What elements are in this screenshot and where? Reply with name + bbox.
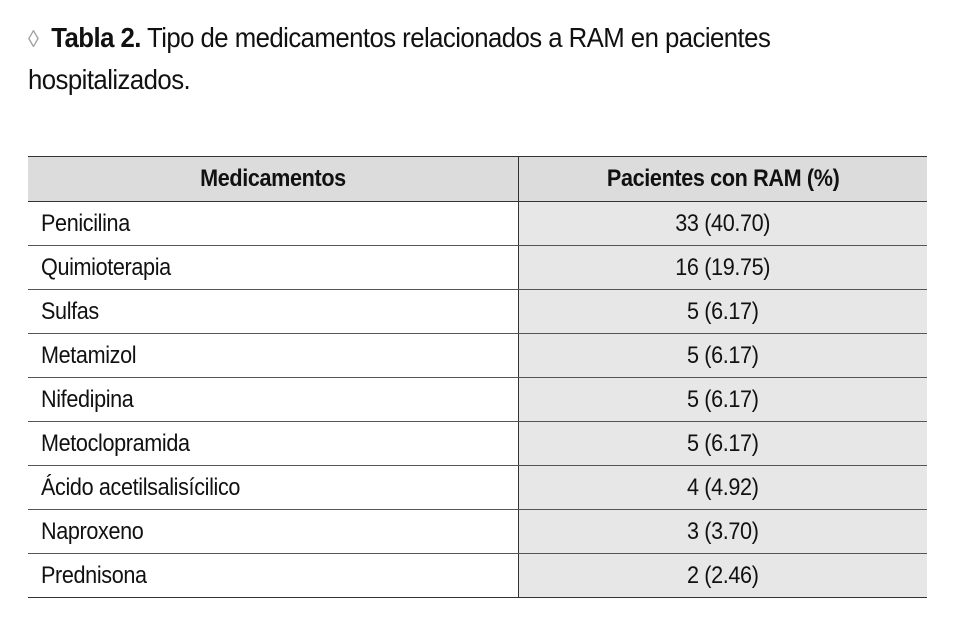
table-row (28, 334, 927, 378)
diamond-outline-icon: ◊ (28, 26, 39, 53)
patient-count-cell: 5 (6.17) (518, 290, 927, 334)
medications-table (28, 156, 927, 598)
patient-count-cell: 3 (3.70) (518, 510, 927, 554)
table-row (28, 378, 927, 422)
table-row (28, 290, 927, 334)
table-row (28, 202, 927, 246)
medication-name-cell: Metoclopramida (28, 422, 518, 466)
medications-table-container (28, 156, 927, 598)
medication-name-cell: Sulfas (28, 290, 518, 334)
table-row (28, 554, 927, 598)
table-caption-text: Tipo de medicamentos relacionados a RAM en pacientes hospitalizados. (28, 22, 771, 95)
patient-count-cell: 5 (6.17) (518, 378, 927, 422)
patient-count-cell: 4 (4.92) (518, 466, 927, 510)
table-caption (28, 18, 856, 100)
medication-name-cell: Naproxeno (28, 510, 518, 554)
table-row (28, 510, 927, 554)
patient-count-cell: 2 (2.46) (518, 554, 927, 598)
table-row (28, 466, 927, 510)
patient-count-cell: 5 (6.17) (518, 334, 927, 378)
medication-name-cell: Metamizol (28, 334, 518, 378)
table-label: Tabla 2. (51, 22, 141, 53)
patient-count-cell: 16 (19.75) (518, 246, 927, 290)
column-header-pacientes: Pacientes con RAM (%) (518, 157, 927, 202)
patient-count-cell: 33 (40.70) (518, 202, 927, 246)
table-header-row (28, 157, 927, 202)
column-header-medicamentos: Medicamentos (28, 157, 518, 202)
table-row (28, 246, 927, 290)
medication-name-cell: Nifedipina (28, 378, 518, 422)
medication-name-cell: Penicilina (28, 202, 518, 246)
medication-name-cell: Quimioterapia (28, 246, 518, 290)
medication-name-cell: Ácido acetilsalisícilico (28, 466, 518, 510)
medication-name-cell: Prednisona (28, 554, 518, 598)
patient-count-cell: 5 (6.17) (518, 422, 927, 466)
table-row (28, 422, 927, 466)
